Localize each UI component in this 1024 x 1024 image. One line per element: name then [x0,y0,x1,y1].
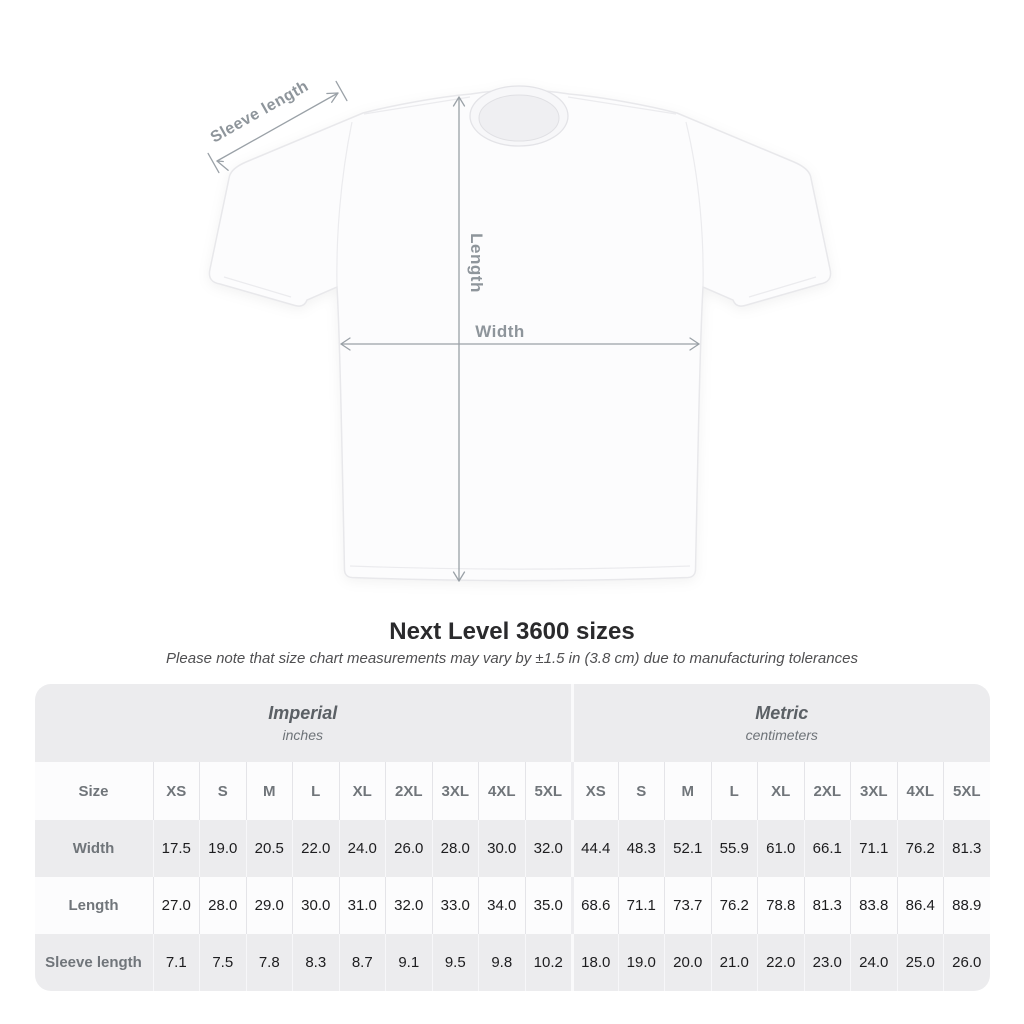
tolerance-note: Please note that size chart measurements may vary by ±1.5 in (3.8 cm) due to manufacturing tolerances [166,650,858,667]
size-header-metric-4xl: 4XL [897,762,944,820]
table-cell-imperial: 28.0 [199,877,246,934]
table-cell-imperial: 17.5 [153,820,200,877]
size-header-imperial-3xl: 3XL [432,762,479,820]
size-header-imperial-5xl: 5XL [525,762,572,820]
length-label: Length [467,233,486,293]
width-label: Width [475,322,525,341]
table-cell-imperial: 26.0 [385,820,432,877]
size-header-imperial-4xl: 4XL [478,762,525,820]
inches-label: inches [282,727,323,743]
table-cell-metric: 48.3 [618,820,665,877]
table-cell-imperial: 7.5 [199,934,246,991]
table-cell-metric: 76.2 [897,820,944,877]
table-cell-metric: 25.0 [897,934,944,991]
table-cell-imperial: 32.0 [385,877,432,934]
size-header-imperial-l: L [292,762,339,820]
table-cell-metric: 71.1 [618,877,665,934]
size-header-metric-xl: XL [757,762,804,820]
table-cell-metric: 26.0 [943,934,990,991]
size-column-header: Size [78,782,109,800]
units-header-row [35,684,990,762]
table-cell-metric: 24.0 [850,934,897,991]
table-cell-metric: 61.0 [757,820,804,877]
table-cell-imperial: 9.5 [432,934,479,991]
metric-label: Metric [755,703,809,723]
table-cell-imperial: 19.0 [199,820,246,877]
table-cell-metric: 88.9 [943,877,990,934]
page-title: Next Level 3600 sizes [389,618,635,645]
table-cell-metric: 55.9 [711,820,758,877]
row-label: Sleeve length [45,954,142,971]
table-cell-imperial: 7.1 [153,934,200,991]
table-cell-metric: 21.0 [711,934,758,991]
table-cell-metric: 19.0 [618,934,665,991]
table-cell-imperial: 22.0 [292,820,339,877]
table-cell-imperial: 31.0 [339,877,386,934]
table-cell-metric: 83.8 [850,877,897,934]
row-label: Length [68,897,119,914]
metric-unit-header [571,684,990,762]
table-cell-metric: 73.7 [664,877,711,934]
table-cell-imperial: 8.7 [339,934,386,991]
size-header-metric-s: S [618,762,665,820]
size-table-body [35,762,990,991]
size-table [35,684,990,991]
table-cell-imperial: 8.3 [292,934,339,991]
size-header-imperial-2xl: 2XL [385,762,432,820]
table-cell-imperial: 9.8 [478,934,525,991]
table-cell-metric: 68.6 [571,877,618,934]
size-header-imperial-m: M [246,762,293,820]
table-cell-metric: 18.0 [571,934,618,991]
table-cell-metric: 22.0 [757,934,804,991]
size-header-imperial-xl: XL [339,762,386,820]
size-header-imperial-s: S [199,762,246,820]
table-cell-metric: 81.3 [804,877,851,934]
title-block [0,618,1024,669]
table-cell-imperial: 33.0 [432,877,479,934]
row-label: Width [72,840,115,857]
table-cell-imperial: 32.0 [525,820,572,877]
table-cell-imperial: 24.0 [339,820,386,877]
table-cell-metric: 71.1 [850,820,897,877]
table-cell-imperial: 27.0 [153,877,200,934]
table-cell-metric: 81.3 [943,820,990,877]
table-cell-metric: 78.8 [757,877,804,934]
size-header-metric-5xl: 5XL [943,762,990,820]
table-cell-metric: 76.2 [711,877,758,934]
imperial-label: Imperial [268,703,338,723]
table-row-length [35,877,990,934]
size-header-metric-m: M [664,762,711,820]
size-header-row [35,762,990,820]
size-header-metric-2xl: 2XL [804,762,851,820]
size-header-metric-l: L [711,762,758,820]
table-cell-imperial: 35.0 [525,877,572,934]
centimeters-label: centimeters [745,727,818,743]
table-cell-metric: 66.1 [804,820,851,877]
table-cell-metric: 52.1 [664,820,711,877]
table-cell-metric: 20.0 [664,934,711,991]
size-header-imperial-xs: XS [153,762,200,820]
sleeve-length-label: Sleeve length [207,77,312,147]
table-cell-metric: 86.4 [897,877,944,934]
table-cell-imperial: 10.2 [525,934,572,991]
table-cell-metric: 44.4 [571,820,618,877]
table-row-sleeve-length [35,934,990,991]
table-cell-imperial: 28.0 [432,820,479,877]
table-cell-imperial: 34.0 [478,877,525,934]
size-header-metric-3xl: 3XL [850,762,897,820]
table-cell-imperial: 30.0 [292,877,339,934]
table-cell-imperial: 30.0 [478,820,525,877]
table-cell-metric: 23.0 [804,934,851,991]
table-cell-imperial: 29.0 [246,877,293,934]
table-cell-imperial: 20.5 [246,820,293,877]
imperial-unit-header [35,684,572,762]
table-row-width [35,820,990,877]
collar-opening [479,95,559,141]
table-cell-imperial: 9.1 [385,934,432,991]
table-cell-imperial: 7.8 [246,934,293,991]
size-header-metric-xs: XS [571,762,618,820]
